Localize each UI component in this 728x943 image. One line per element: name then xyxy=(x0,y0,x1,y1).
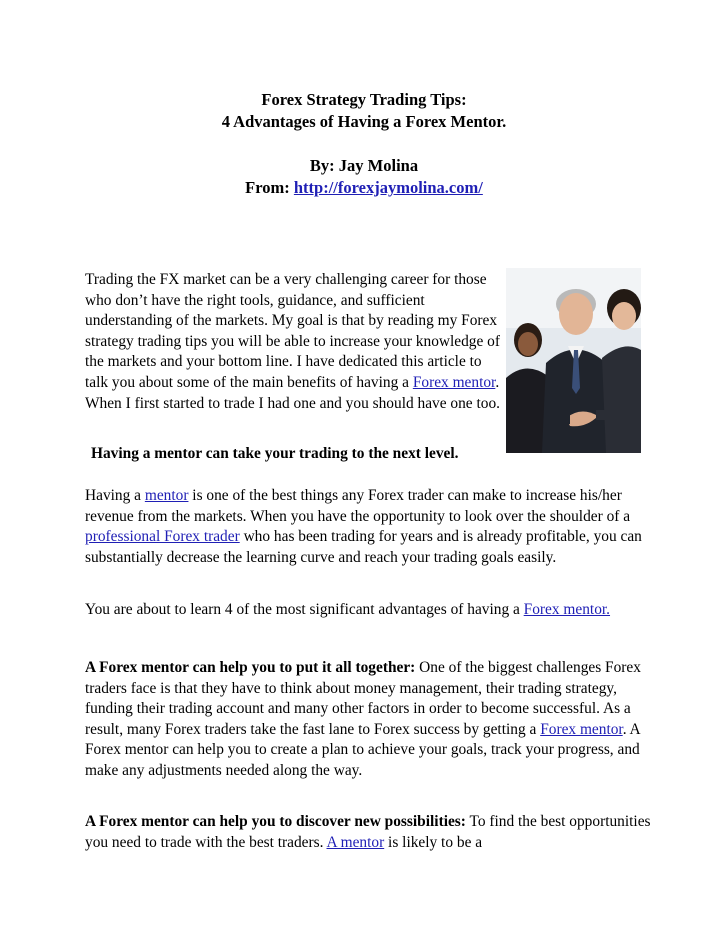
title-line-2: 4 Advantages of Having a Forex Mentor. xyxy=(221,112,507,131)
intro-forex-mentor-link[interactable]: Forex mentor xyxy=(412,373,496,391)
para3-text-1: One of the biggest challenges Forex traders face is that they have to think about money management, their trading strategy, funding their trading account and many other factors in order to become successful. As a result, many Forex traders take the fast lane to Forex success by getting a xyxy=(85,659,641,738)
para4-text-1: To find the best opportunities you need to trade with the best traders. xyxy=(85,813,651,851)
mentor-link[interactable]: mentor xyxy=(144,487,189,504)
forex-mentor-link-3[interactable]: Forex mentor xyxy=(540,720,623,738)
forex-mentor-link-2[interactable]: Forex mentor. xyxy=(523,601,611,618)
para3-text-2: . A Forex mentor can help you to create a plan to achieve your goals, track your progress, and make any adjustments needed along the way. xyxy=(85,720,640,779)
paragraph-put-it-together xyxy=(85,658,655,782)
para1-text-2: is one of the best things any Forex trader can make to increase his/her revenue from the markets. When you have the opportunity to look over the shoulder of a xyxy=(85,487,631,525)
byline: By: Jay Molina xyxy=(309,156,419,175)
paragraph-new-possibilities xyxy=(85,812,655,853)
para4-bold-lead: A Forex mentor can help you to discover new possibilities: xyxy=(85,813,466,830)
title-line-1: Forex Strategy Trading Tips: xyxy=(261,90,467,109)
para1-text-3: who has been trading for years and is already profitable, you can substantially decrease the learning curve and reach your trading goals easily. xyxy=(85,528,642,566)
from-url-link[interactable]: http://forexjaymolina.com/ xyxy=(293,178,483,197)
paragraph-advantages-intro xyxy=(85,600,655,621)
from-line xyxy=(0,177,728,199)
handshake-photo-illustration xyxy=(506,268,641,453)
intro-paragraph xyxy=(85,270,500,414)
document-header xyxy=(0,89,728,199)
paragraph-mentor-benefits xyxy=(85,486,655,568)
para3-bold-lead: A Forex mentor can help you to put it all together: xyxy=(85,659,416,676)
from-label: From: xyxy=(245,178,290,197)
intro-text-2: . When I first started to trade I had one and you should have one too. xyxy=(85,373,500,412)
section-subheading: Having a mentor can take your trading to the next level. xyxy=(91,445,459,462)
para1-text-1: Having a xyxy=(85,487,145,504)
para4-text-2: is likely to be a xyxy=(384,833,483,851)
header-spacer xyxy=(0,133,728,155)
para2-text-1: You are about to learn 4 of the most significant advantages of having a xyxy=(85,601,524,618)
business-people-handshake-photo xyxy=(506,268,641,453)
intro-text-1: Trading the FX market can be a very challenging career for those who don’t have the right tools, guidance, and sufficient understanding of the markets. My goal is that by reading my Forex strategy trading tips you will be able to increase your knowledge of the markets and your bottom line. I have dedicated this article to talk you about some of the main benefits of having a xyxy=(85,271,501,391)
professional-forex-trader-link[interactable]: professional Forex trader xyxy=(85,528,240,546)
a-mentor-link[interactable]: A mentor xyxy=(326,833,385,851)
